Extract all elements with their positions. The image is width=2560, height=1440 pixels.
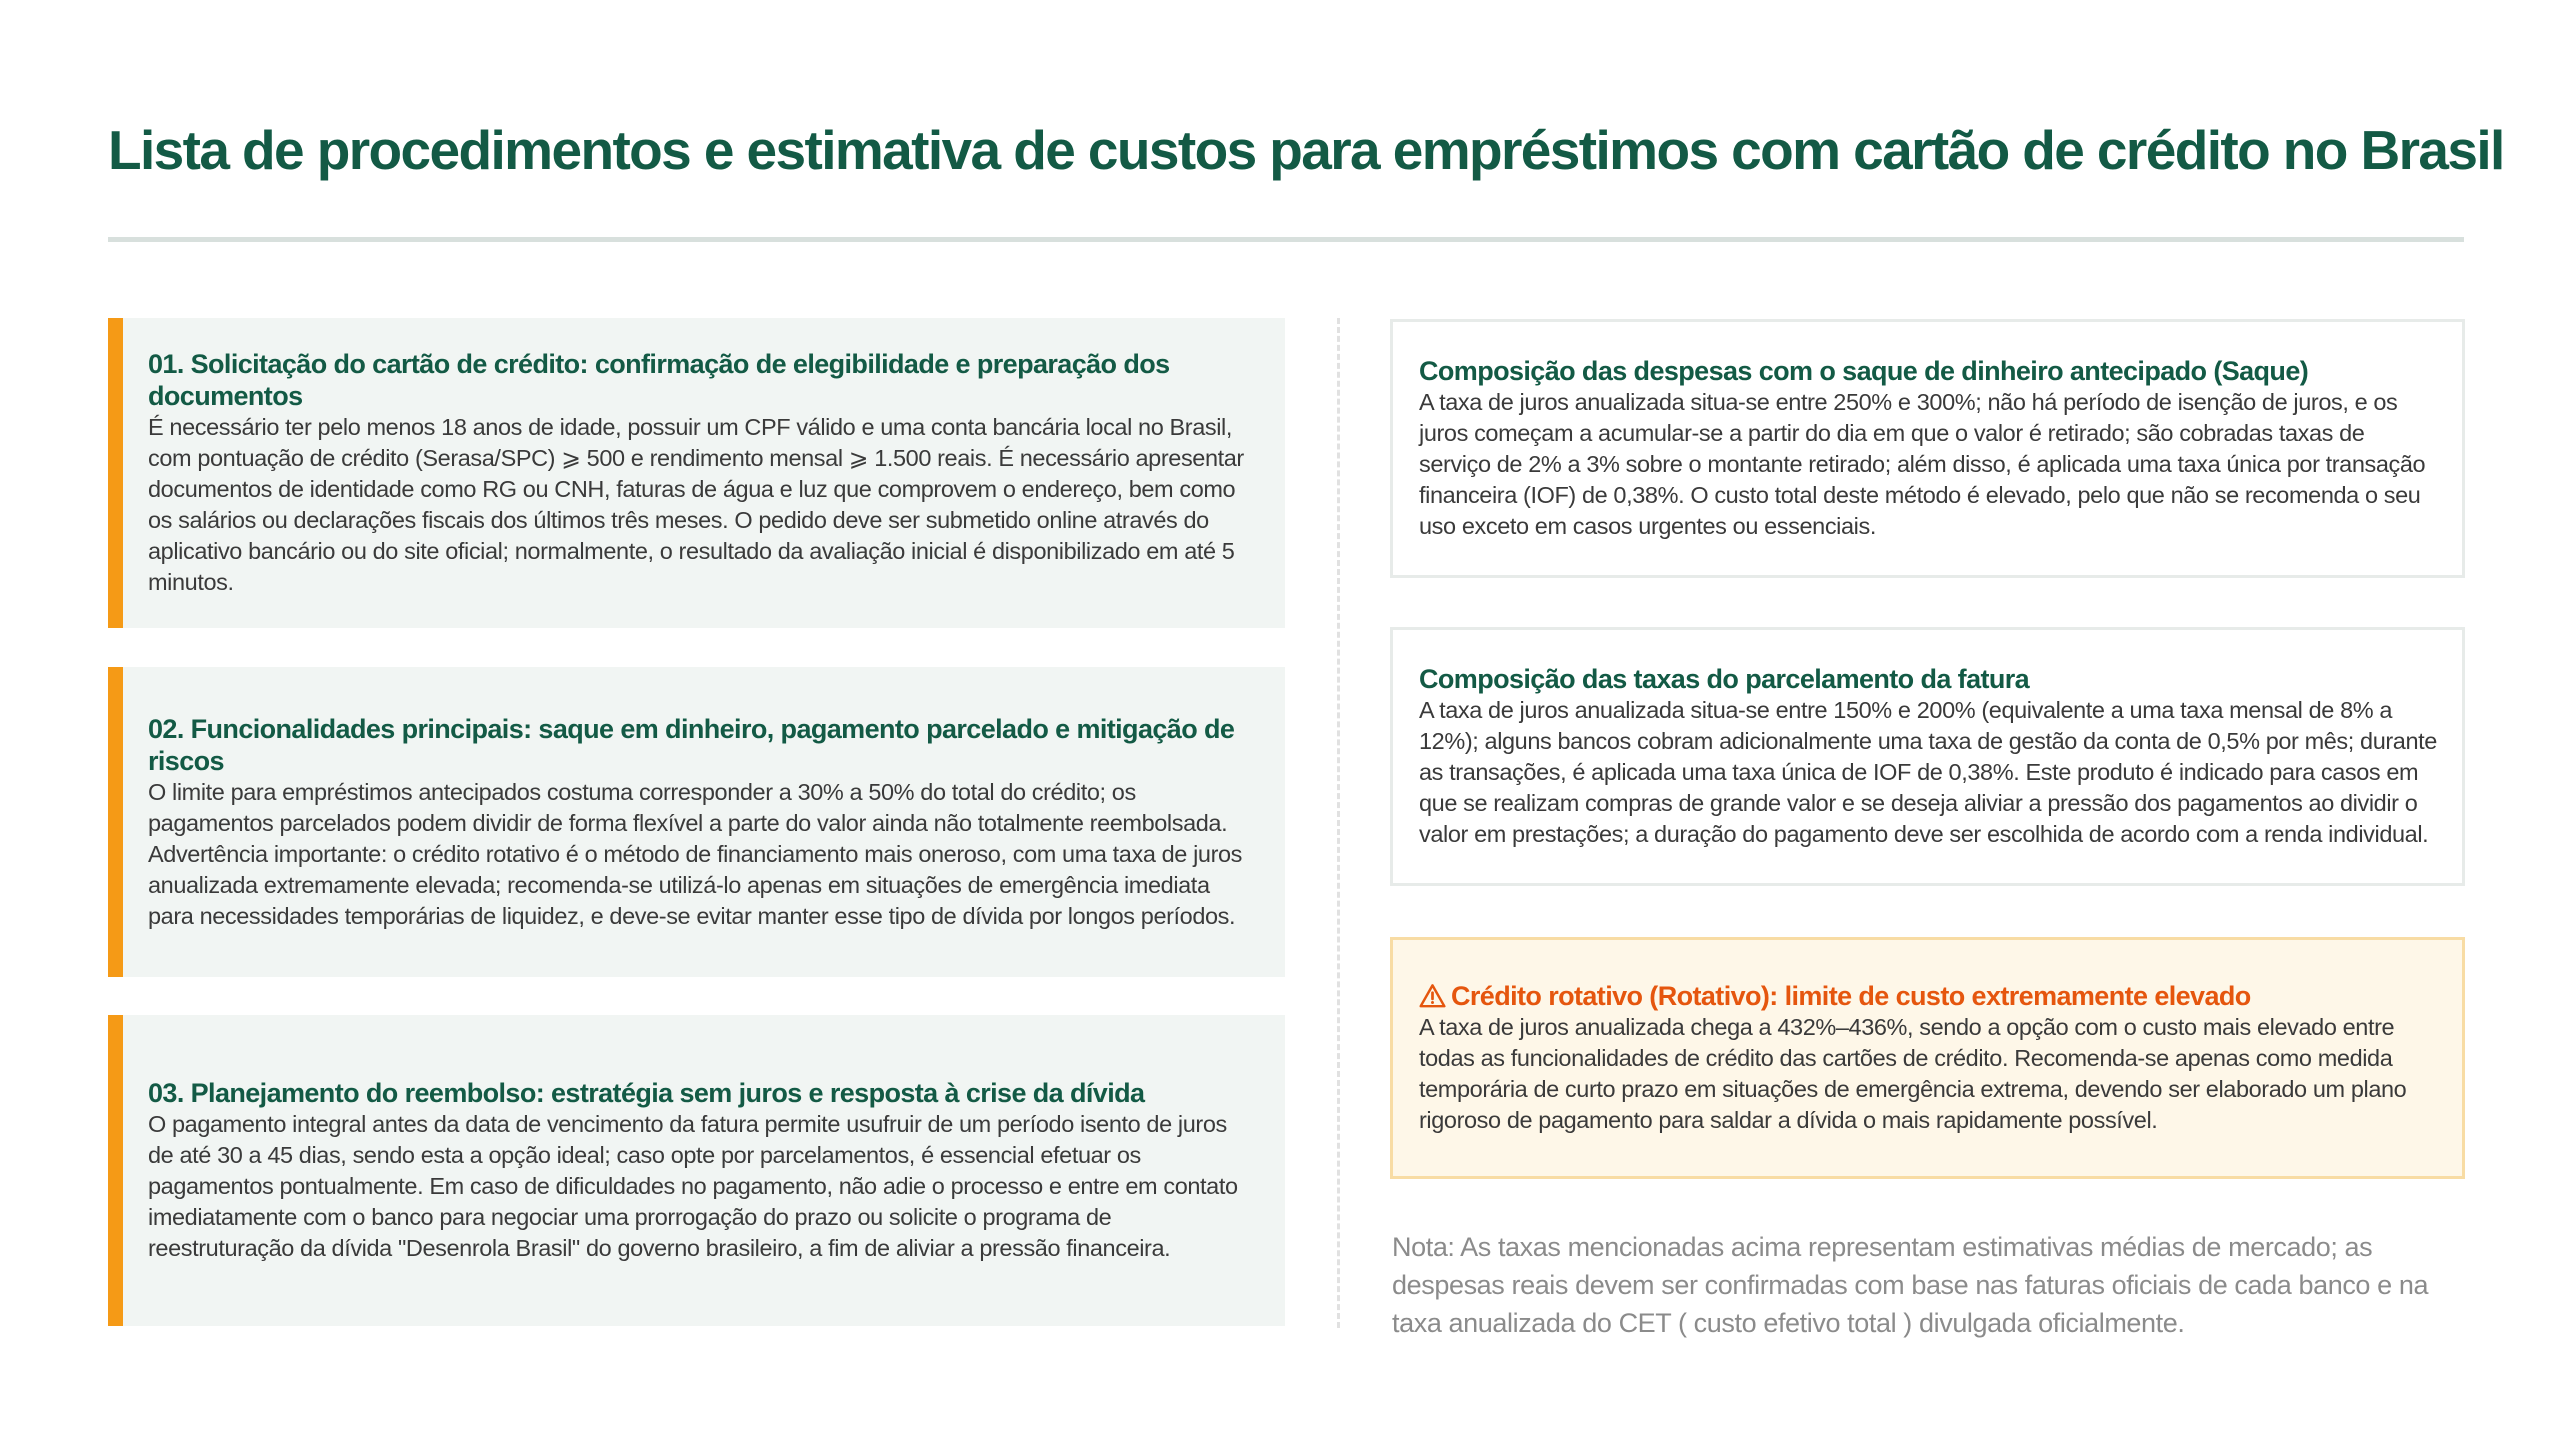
step-card-repayment	[108, 1015, 1285, 1326]
step-heading: 03. Planejamento do reembolso: estratégia sem juros e resposta à crise da dívida	[148, 1078, 1145, 1108]
warning-text: A taxa de juros anualizada chega a 432%–436%, sendo a opção com o custo mais elevado entre todas as funcionalidades de crédito das cartões de crédito. Recomenda-se apenas como medida temporária de curto prazo em situações de emergência extrema, devendo ser elaborado um plano rigoroso de pagamento para saldar a dívida o mais rapidamente possível.	[1419, 1014, 2407, 1133]
warning-box-rotativo	[1390, 937, 2465, 1179]
footnote: Nota: As taxas mencionadas acima representam estimativas médias de mercado; as despesas reais devem ser confirmadas com base nas faturas oficiais de cada banco e na taxa anualizada do CET ( custo efetivo total ) divulgada oficialmente.	[1392, 1232, 2429, 1338]
step-card-eligibility	[108, 318, 1285, 628]
cost-text: A taxa de juros anualizada situa-se entre 150% e 200% (equivalente a uma taxa mensal de 8% a 12%); alguns bancos cobram adicionalmente uma taxa de gestão da conta de 0,5% por mês; durante as transações, é aplicada uma taxa única de IOF de 0,38%. Este produto é indicado para casos em que se realizam compras de grande valor e se deseja aliviar a pressão dos pagamentos ao dividir o valor em prestações; a duração do pagamento deve ser escolhida de acordo com a renda individual.	[1419, 697, 2437, 847]
step-text: O limite para empréstimos antecipados costuma corresponder a 30% a 50% do total do crédito; os pagamentos parcelados podem dividir de forma flexível a parte do valor ainda não totalmente reembolsada. Advertência importante: o crédito rotativo é o método de financiamento mais oneroso, com uma taxa de juros anualizada extremamente elevada; recomenda-se utilizá-lo apenas em situações de emergência imediata para necessidades temporárias de liquidez, e deve-se evitar manter esse tipo de dívida por longos períodos.	[148, 778, 1243, 929]
step-text: O pagamento integral antes da data de vencimento da fatura permite usufruir de um período isento de juros de até 30 a 45 dias, sendo esta a opção ideal; caso opte por parcelamentos, é essencial efetuar os pagamentos pontualmente. Em caso de dificuldades no pagamento, não adie o processo e entre em contato imediatamente com o banco para negociar uma prorrogação do prazo ou solicite o programa de reestruturação da dívida "Desenrola Brasil" do governo brasileiro, a fim de aliviar a pressão financeira.	[148, 1111, 1238, 1261]
page-title: Lista de procedimentos e estimativa de custos para empréstimos com cartão de crédito no Brasil	[108, 119, 2504, 181]
column-divider	[1337, 318, 1340, 1328]
cost-text: A taxa de juros anualizada situa-se entre 250% e 300%; não há período de isenção de juros, e os juros começam a acumular-se a partir do dia em que o valor é retirado; são cobradas taxas de serviço de 2% a 3% sobre o montante retirado; além disso, é aplicada uma taxa única por transação financeira (IOF) de 0,38%. O custo total deste método é elevado, pelo que não se recomenda o seu uso exceto em casos urgentes ou essenciais.	[1419, 389, 2426, 539]
warning-heading-label: Crédito rotativo (Rotativo): limite de custo extremamente elevado	[1451, 981, 2251, 1011]
step-heading: 02. Funcionalidades principais: saque em dinheiro, pagamento parcelado e mitigação de riscos	[148, 713, 1235, 776]
cost-box-installments	[1390, 627, 2465, 886]
warning-triangle-icon	[1419, 983, 1446, 1008]
step-card-features	[108, 667, 1285, 977]
step-text: É necessário ter pelo menos 18 anos de idade, possuir um CPF válido e uma conta bancária local no Brasil, com pontuação de crédito (Serasa/SPC) ⩾ 500 e rendimento mensal ⩾ 1.500 reais. É necessário apresentar documentos de identidade como RG ou CNH, faturas de água e luz que comprovem o endereço, bem como os salários ou declarações fiscais dos últimos três meses. O pedido deve ser submetido online através do aplicativo bancário ou do site oficial; normalmente, o resultado da avaliação inicial é disponibilizado em até 5 minutos.	[148, 414, 1244, 595]
cost-heading: Composição das taxas do parcelamento da fatura	[1419, 664, 2030, 694]
cost-box-cash-advance	[1390, 319, 2465, 578]
cost-heading: Composição das despesas com o saque de dinheiro antecipado (Saque)	[1419, 356, 2309, 386]
title-divider	[108, 237, 2464, 242]
step-heading: 01. Solicitação do cartão de crédito: confirmação de elegibilidade e preparação dos documentos	[148, 349, 1170, 411]
warning-heading	[1419, 980, 2437, 1012]
